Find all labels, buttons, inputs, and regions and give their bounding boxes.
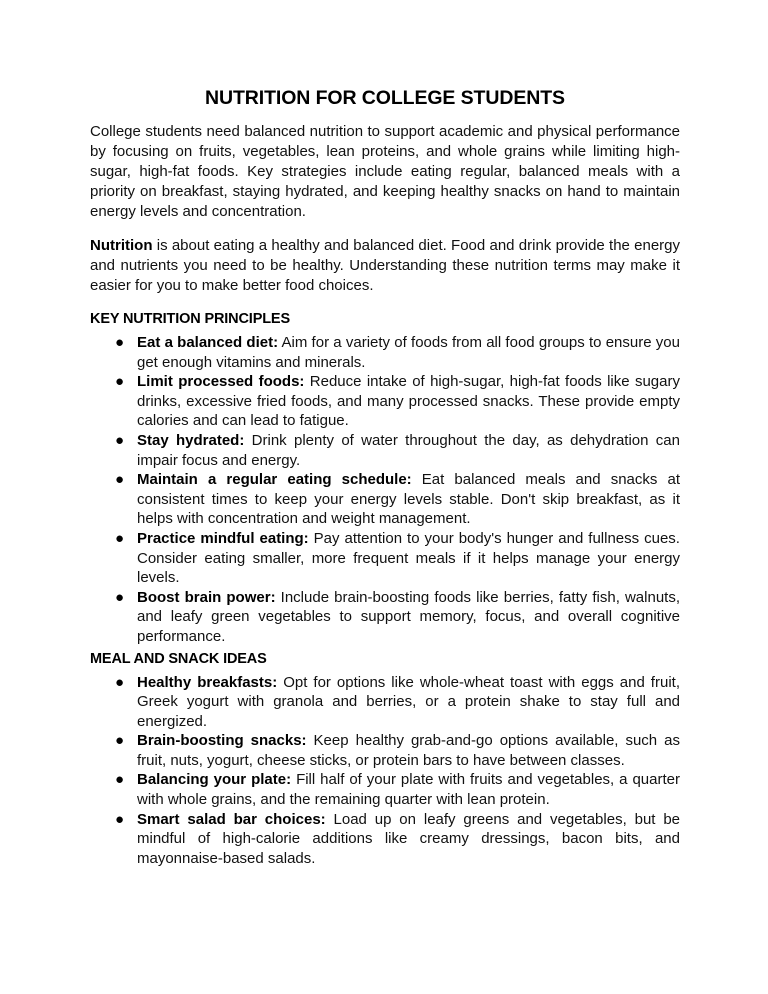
bullet-icon: ● <box>115 373 125 391</box>
bullet-icon: ● <box>115 471 125 489</box>
list-item <box>90 810 680 869</box>
list-item-text: Load up on leafy greens and vegetables, but be mindful of high-calorie additions like creamy dressings, bacon bits, and mayonnaise-based salads. <box>137 810 680 867</box>
list-item <box>90 588 680 647</box>
list-item <box>90 431 680 470</box>
bullet-icon: ● <box>115 529 125 547</box>
section-heading-principles: KEY NUTRITION PRINCIPLES <box>90 311 290 327</box>
section-heading-meals: MEAL AND SNACK IDEAS <box>90 650 267 667</box>
definition-paragraph <box>90 236 680 296</box>
bullet-icon: ● <box>115 334 125 351</box>
section-key-nutrition-principles <box>90 310 680 647</box>
list-item <box>90 333 680 372</box>
list-item-text: Drink plenty of water throughout the day, as dehydration can impair focus and energy. <box>137 431 680 469</box>
list-item <box>90 470 680 529</box>
list-item <box>90 731 680 770</box>
list-item-text: Aim for a variety of foods from all food groups to ensure you get enough vitamins and minerals. <box>137 334 680 371</box>
list-item-lead: Practice mindful eating: <box>137 529 309 547</box>
intro-paragraph: College students need balanced nutrition to support academic and physical performance by focusing on fruits, vegetables, lean proteins, and whole grains while limiting high-sugar, high-fat foods. Key strategies include eating regular, balanced meals with a priority on breakfast, staying hydrated, and keeping healthy snacks on hand to maintain energy levels and concentration. <box>90 123 680 220</box>
bullet-icon: ● <box>115 588 125 606</box>
principles-list <box>90 333 680 647</box>
list-item <box>90 770 680 809</box>
list-item-lead: Eat a balanced diet: <box>137 334 279 351</box>
list-item-lead: Brain-boosting snacks: <box>137 732 307 750</box>
bullet-icon: ● <box>115 673 125 691</box>
list-item <box>90 372 680 431</box>
definition-lead-term: Nutrition <box>90 237 153 254</box>
page-title: NUTRITION FOR COLLEGE STUDENTS <box>205 87 565 109</box>
list-item-lead: Balancing your plate: <box>137 771 292 789</box>
list-item-lead: Maintain a regular eating schedule: <box>137 471 412 489</box>
bullet-icon: ● <box>115 431 125 449</box>
list-item-lead: Smart salad bar choices: <box>137 810 326 828</box>
list-item-text: Fill half of your plate with fruits and vegetables, a quarter with whole grains, and the remaining quarter with lean protein. <box>137 771 680 809</box>
document-body <box>90 86 680 868</box>
definition-body-text: is about eating a healthy and balanced diet. Food and drink provide the energy and nutrients you need to be healthy. Understanding these nutrition terms may make it easier for you to make better food choices. <box>90 237 680 294</box>
list-item-lead: Healthy breakfasts: <box>137 673 278 691</box>
list-item-lead: Limit processed foods: <box>137 373 305 391</box>
list-item-lead: Stay hydrated: <box>137 431 245 449</box>
list-item-text: Reduce intake of high-sugar, high-fat foods like sugary drinks, excessive fried foods, and many processed snacks. These provide empty calories and can lead to fatigue. <box>137 373 680 430</box>
list-item <box>90 673 680 732</box>
list-item-text: Eat balanced meals and snacks at consistent times to keep your energy levels stable. Don't skip breakfast, as it helps with concentration and weight management. <box>137 471 680 528</box>
list-item <box>90 529 680 588</box>
list-item-text: Keep healthy grab-and-go options available, such as fruit, nuts, yogurt, cheese sticks, or protein bars to have between classes. <box>137 732 680 769</box>
section-meal-and-snack-ideas <box>90 650 680 869</box>
bullet-icon: ● <box>115 732 125 750</box>
list-item-text: Pay attention to your body's hunger and fullness cues. Consider eating smaller, more frequent meals if it helps manage your energy levels. <box>137 529 680 587</box>
meals-list <box>90 673 680 869</box>
bullet-icon: ● <box>115 810 125 828</box>
list-item-text: Include brain-boosting foods like berries, fatty fish, walnuts, and leafy green vegetables to support memory, focus, and overall cognitive performance. <box>137 588 680 645</box>
bullet-icon: ● <box>115 771 125 789</box>
list-item-lead: Boost brain power: <box>137 588 276 606</box>
list-item-text: Opt for options like whole-wheat toast with eggs and fruit, Greek yogurt with granola and berries, or a protein shake to stay full and energized. <box>137 673 680 730</box>
